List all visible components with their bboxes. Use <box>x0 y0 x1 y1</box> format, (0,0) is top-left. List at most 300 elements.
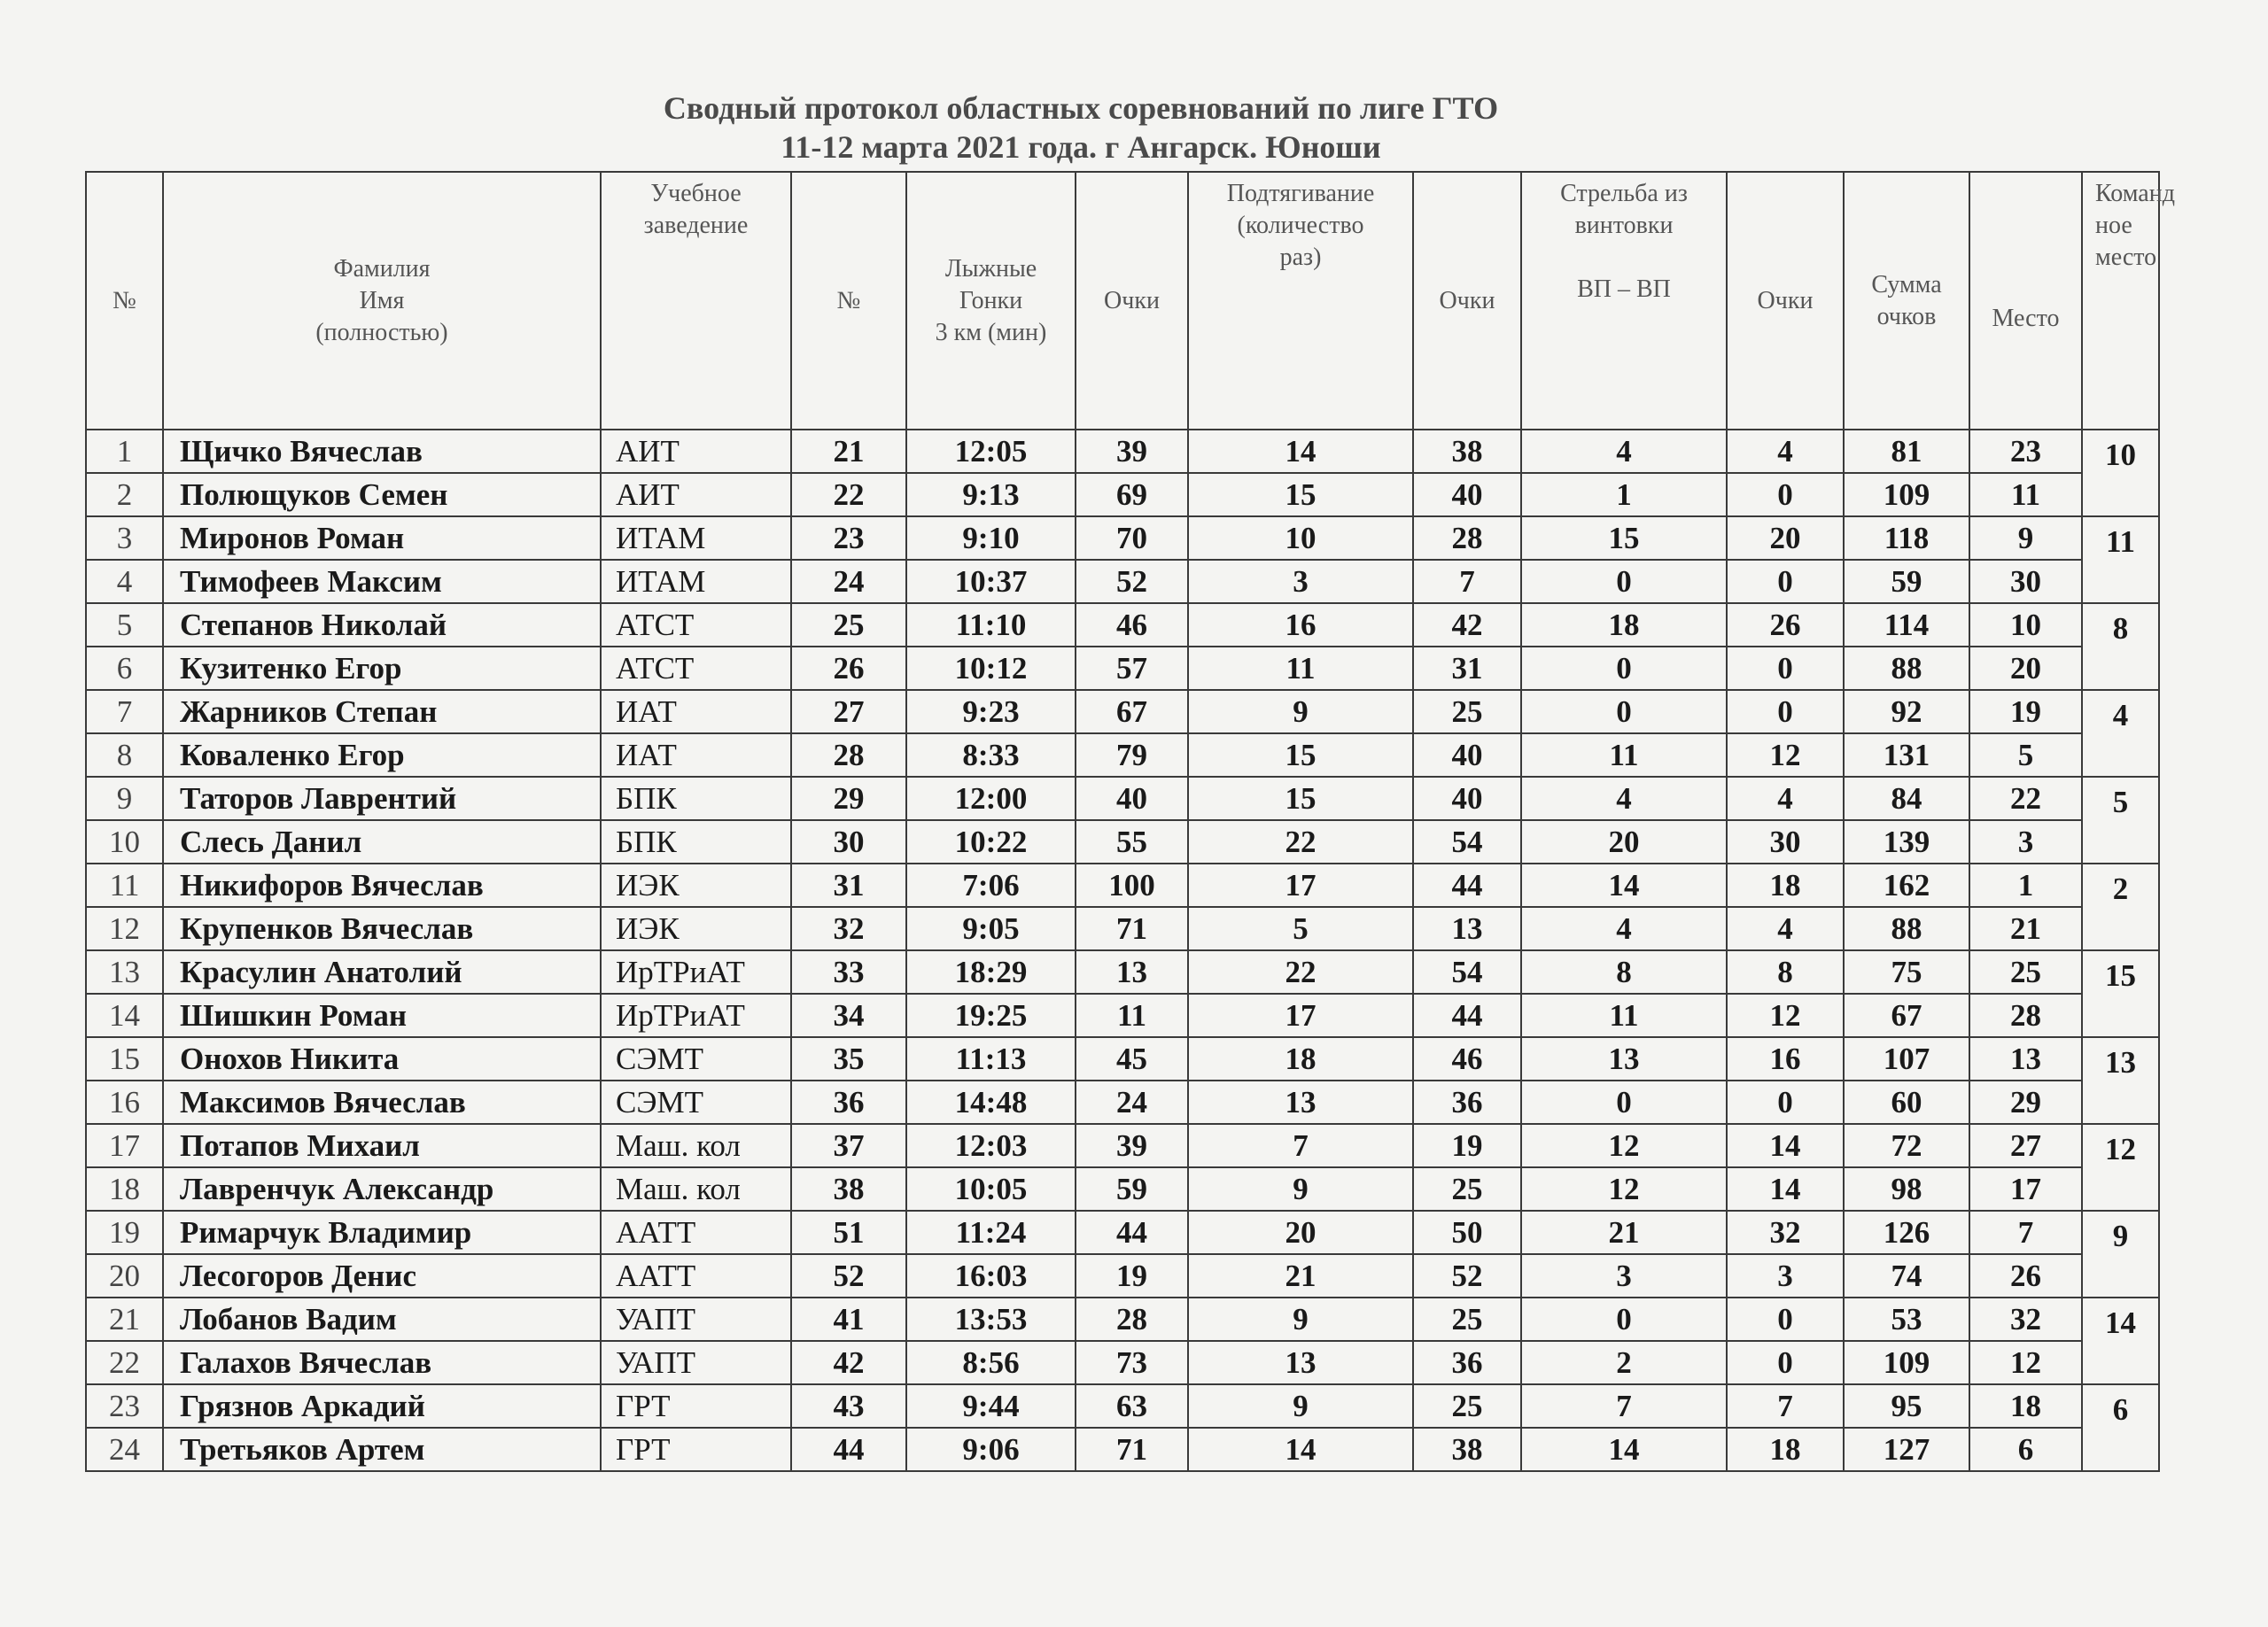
place-cell: 30 <box>1969 560 2082 603</box>
shooting-points-cell: 26 <box>1727 603 1844 647</box>
shooting-score-cell: 8 <box>1521 950 1727 994</box>
ski-time-cell: 16:03 <box>906 1254 1076 1298</box>
shooting-points-cell: 0 <box>1727 560 1844 603</box>
bib-number-cell: 32 <box>791 907 906 950</box>
institution-cell: ГРТ <box>601 1384 791 1428</box>
row-number-cell: 12 <box>86 907 163 950</box>
pullups-points-cell: 40 <box>1413 777 1521 820</box>
shooting-score-cell: 0 <box>1521 690 1727 733</box>
points-sum-cell: 60 <box>1844 1081 1969 1124</box>
shooting-score-cell: 2 <box>1521 1341 1727 1384</box>
athlete-name-cell: Лавренчук Александр <box>163 1167 601 1211</box>
place-cell: 28 <box>1969 994 2082 1037</box>
institution-cell: ИАТ <box>601 690 791 733</box>
row-number-cell: 20 <box>86 1254 163 1298</box>
table-row <box>86 1124 2159 1167</box>
ski-time-cell: 12:00 <box>906 777 1076 820</box>
points-sum-cell: 88 <box>1844 907 1969 950</box>
team-place-cell: 9 <box>2082 1211 2159 1298</box>
place-cell: 27 <box>1969 1124 2082 1167</box>
shooting-points-cell: 18 <box>1727 864 1844 907</box>
place-cell: 13 <box>1969 1037 2082 1081</box>
team-place-cell: 14 <box>2082 1298 2159 1384</box>
institution-cell: ААТТ <box>601 1211 791 1254</box>
institution-cell: ИЭК <box>601 907 791 950</box>
ski-points-cell: 39 <box>1076 430 1188 473</box>
shooting-score-cell: 0 <box>1521 1298 1727 1341</box>
shooting-points-cell: 16 <box>1727 1037 1844 1081</box>
institution-cell: ИЭК <box>601 864 791 907</box>
points-sum-cell: 114 <box>1844 603 1969 647</box>
table-row <box>86 1341 2159 1384</box>
bib-number-cell: 41 <box>791 1298 906 1341</box>
col-sum-header: Сумма очков <box>1844 172 1969 430</box>
points-sum-cell: 53 <box>1844 1298 1969 1341</box>
results-table <box>85 171 2175 1472</box>
row-number-cell: 23 <box>86 1384 163 1428</box>
ski-points-cell: 73 <box>1076 1341 1188 1384</box>
ski-points-cell: 69 <box>1076 473 1188 516</box>
row-number-cell: 11 <box>86 864 163 907</box>
shooting-score-cell: 0 <box>1521 1081 1727 1124</box>
shooting-points-cell: 18 <box>1727 1428 1844 1471</box>
document-subtitle: 11-12 марта 2021 года. г Ангарск. Юноши <box>781 129 1381 165</box>
shooting-score-cell: 3 <box>1521 1254 1727 1298</box>
athlete-name-cell: Лесогоров Денис <box>163 1254 601 1298</box>
athlete-name-cell: Шишкин Роман <box>163 994 601 1037</box>
pullups-points-cell: 36 <box>1413 1081 1521 1124</box>
row-number-cell: 1 <box>86 430 163 473</box>
ski-time-cell: 11:24 <box>906 1211 1076 1254</box>
shooting-score-cell: 1 <box>1521 473 1727 516</box>
col-name-header: Фамилия Имя (полностью) <box>163 172 601 430</box>
table-row <box>86 690 2159 733</box>
row-number-cell: 10 <box>86 820 163 864</box>
row-number-cell: 7 <box>86 690 163 733</box>
pullups-count-cell: 7 <box>1188 1124 1413 1167</box>
bib-number-cell: 27 <box>791 690 906 733</box>
shooting-points-cell: 0 <box>1727 1341 1844 1384</box>
points-sum-cell: 126 <box>1844 1211 1969 1254</box>
ski-time-cell: 9:44 <box>906 1384 1076 1428</box>
ski-time-cell: 10:05 <box>906 1167 1076 1211</box>
athlete-name-cell: Жарников Степан <box>163 690 601 733</box>
points-sum-cell: 162 <box>1844 864 1969 907</box>
shooting-points-cell: 20 <box>1727 516 1844 560</box>
place-cell: 32 <box>1969 1298 2082 1341</box>
shooting-score-cell: 0 <box>1521 560 1727 603</box>
col-team-place-header: Команд ное место <box>2082 172 2159 430</box>
points-sum-cell: 109 <box>1844 473 1969 516</box>
pullups-points-cell: 54 <box>1413 950 1521 994</box>
points-sum-cell: 72 <box>1844 1124 1969 1167</box>
shooting-points-cell: 12 <box>1727 733 1844 777</box>
bib-number-cell: 37 <box>791 1124 906 1167</box>
institution-cell: ИТАМ <box>601 560 791 603</box>
row-number-cell: 15 <box>86 1037 163 1081</box>
place-cell: 19 <box>1969 690 2082 733</box>
shooting-score-cell: 20 <box>1521 820 1727 864</box>
table-row <box>86 1298 2159 1341</box>
points-sum-cell: 107 <box>1844 1037 1969 1081</box>
institution-cell: БПК <box>601 820 791 864</box>
shooting-score-cell: 4 <box>1521 430 1727 473</box>
table-row <box>86 994 2159 1037</box>
team-place-cell: 4 <box>2082 690 2159 777</box>
pullups-points-cell: 36 <box>1413 1341 1521 1384</box>
ski-points-cell: 28 <box>1076 1298 1188 1341</box>
bib-number-cell: 33 <box>791 950 906 994</box>
row-number-cell: 22 <box>86 1341 163 1384</box>
ski-time-cell: 9:05 <box>906 907 1076 950</box>
pullups-points-cell: 52 <box>1413 1254 1521 1298</box>
shooting-points-cell: 4 <box>1727 430 1844 473</box>
pullups-count-cell: 14 <box>1188 1428 1413 1471</box>
row-number-cell: 2 <box>86 473 163 516</box>
row-number-cell: 3 <box>86 516 163 560</box>
points-sum-cell: 84 <box>1844 777 1969 820</box>
points-sum-cell: 81 <box>1844 430 1969 473</box>
shooting-points-cell: 14 <box>1727 1124 1844 1167</box>
row-number-cell: 21 <box>86 1298 163 1341</box>
pullups-count-cell: 9 <box>1188 1298 1413 1341</box>
row-number-cell: 19 <box>86 1211 163 1254</box>
ski-time-cell: 18:29 <box>906 950 1076 994</box>
table-row <box>86 1254 2159 1298</box>
table-row <box>86 733 2159 777</box>
ski-points-cell: 46 <box>1076 603 1188 647</box>
team-place-cell: 10 <box>2082 430 2159 516</box>
pullups-points-cell: 42 <box>1413 603 1521 647</box>
shooting-score-cell: 14 <box>1521 1428 1727 1471</box>
bib-number-cell: 31 <box>791 864 906 907</box>
table-row <box>86 560 2159 603</box>
pullups-points-cell: 44 <box>1413 994 1521 1037</box>
pullups-points-cell: 25 <box>1413 1167 1521 1211</box>
athlete-name-cell: Римарчук Владимир <box>163 1211 601 1254</box>
shooting-points-cell: 4 <box>1727 907 1844 950</box>
pullups-points-cell: 40 <box>1413 733 1521 777</box>
pullups-count-cell: 22 <box>1188 950 1413 994</box>
table-row <box>86 820 2159 864</box>
pullups-points-cell: 25 <box>1413 690 1521 733</box>
shooting-points-cell: 12 <box>1727 994 1844 1037</box>
institution-cell: СЭМТ <box>601 1037 791 1081</box>
ski-points-cell: 67 <box>1076 690 1188 733</box>
pullups-points-cell: 38 <box>1413 1428 1521 1471</box>
row-number-cell: 9 <box>86 777 163 820</box>
points-sum-cell: 92 <box>1844 690 1969 733</box>
bib-number-cell: 25 <box>791 603 906 647</box>
ski-points-cell: 24 <box>1076 1081 1188 1124</box>
row-number-cell: 17 <box>86 1124 163 1167</box>
bib-number-cell: 30 <box>791 820 906 864</box>
institution-cell: ААТТ <box>601 1254 791 1298</box>
athlete-name-cell: Онохов Никита <box>163 1037 601 1081</box>
ski-points-cell: 52 <box>1076 560 1188 603</box>
shooting-score-cell: 12 <box>1521 1124 1727 1167</box>
table-row <box>86 950 2159 994</box>
shooting-points-cell: 3 <box>1727 1254 1844 1298</box>
ski-time-cell: 11:13 <box>906 1037 1076 1081</box>
col-place-header: Место <box>1969 172 2082 430</box>
pullups-count-cell: 14 <box>1188 430 1413 473</box>
bib-number-cell: 29 <box>791 777 906 820</box>
pullups-count-cell: 17 <box>1188 864 1413 907</box>
place-cell: 3 <box>1969 820 2082 864</box>
pullups-count-cell: 13 <box>1188 1081 1413 1124</box>
shooting-score-cell: 11 <box>1521 994 1727 1037</box>
athlete-name-cell: Коваленко Егор <box>163 733 601 777</box>
row-number-cell: 16 <box>86 1081 163 1124</box>
athlete-name-cell: Галахов Вячеслав <box>163 1341 601 1384</box>
shooting-score-cell: 21 <box>1521 1211 1727 1254</box>
pullups-count-cell: 15 <box>1188 473 1413 516</box>
pullups-count-cell: 20 <box>1188 1211 1413 1254</box>
document-title: Сводный протокол областных соревнований по лиге ГТО <box>663 90 1499 126</box>
team-place-cell: 6 <box>2082 1384 2159 1471</box>
shooting-score-cell: 0 <box>1521 647 1727 690</box>
table-row <box>86 516 2159 560</box>
pullups-count-cell: 13 <box>1188 1341 1413 1384</box>
pullups-count-cell: 5 <box>1188 907 1413 950</box>
ski-time-cell: 9:10 <box>906 516 1076 560</box>
ski-points-cell: 63 <box>1076 1384 1188 1428</box>
ski-points-cell: 45 <box>1076 1037 1188 1081</box>
results-body <box>86 430 2159 1471</box>
bib-number-cell: 34 <box>791 994 906 1037</box>
pullups-count-cell: 18 <box>1188 1037 1413 1081</box>
row-number-cell: 6 <box>86 647 163 690</box>
place-cell: 20 <box>1969 647 2082 690</box>
team-place-cell: 15 <box>2082 950 2159 1037</box>
table-row <box>86 1037 2159 1081</box>
ski-time-cell: 10:12 <box>906 647 1076 690</box>
place-cell: 22 <box>1969 777 2082 820</box>
place-cell: 23 <box>1969 430 2082 473</box>
col-ski-header: Лыжные Гонки 3 км (мин) <box>906 172 1076 430</box>
athlete-name-cell: Потапов Михаил <box>163 1124 601 1167</box>
place-cell: 21 <box>1969 907 2082 950</box>
col-bib-header: № <box>791 172 906 430</box>
bib-number-cell: 42 <box>791 1341 906 1384</box>
team-place-cell: 11 <box>2082 516 2159 603</box>
pullups-points-cell: 40 <box>1413 473 1521 516</box>
shooting-points-cell: 0 <box>1727 1298 1844 1341</box>
pullups-count-cell: 15 <box>1188 733 1413 777</box>
ski-time-cell: 10:22 <box>906 820 1076 864</box>
bib-number-cell: 43 <box>791 1384 906 1428</box>
points-sum-cell: 127 <box>1844 1428 1969 1471</box>
shooting-points-cell: 0 <box>1727 647 1844 690</box>
ski-time-cell: 9:23 <box>906 690 1076 733</box>
ski-time-cell: 13:53 <box>906 1298 1076 1341</box>
col-pullups-header: Подтягивание (количество раз) <box>1188 172 1413 430</box>
place-cell: 18 <box>1969 1384 2082 1428</box>
institution-cell: СЭМТ <box>601 1081 791 1124</box>
bib-number-cell: 23 <box>791 516 906 560</box>
shooting-score-cell: 4 <box>1521 777 1727 820</box>
points-sum-cell: 74 <box>1844 1254 1969 1298</box>
points-sum-cell: 98 <box>1844 1167 1969 1211</box>
shooting-points-cell: 0 <box>1727 690 1844 733</box>
team-place-cell: 2 <box>2082 864 2159 950</box>
athlete-name-cell: Крупенков Вячеслав <box>163 907 601 950</box>
athlete-name-cell: Щичко Вячеслав <box>163 430 601 473</box>
ski-time-cell: 11:10 <box>906 603 1076 647</box>
header-row <box>86 172 2159 430</box>
ski-points-cell: 79 <box>1076 733 1188 777</box>
shooting-score-cell: 12 <box>1521 1167 1727 1211</box>
table-row <box>86 1167 2159 1211</box>
shooting-score-cell: 15 <box>1521 516 1727 560</box>
athlete-name-cell: Никифоров Вячеслав <box>163 864 601 907</box>
col-number-header: № <box>86 172 163 430</box>
row-number-cell: 8 <box>86 733 163 777</box>
pullups-points-cell: 13 <box>1413 907 1521 950</box>
institution-cell: Маш. кол <box>601 1124 791 1167</box>
table-row <box>86 603 2159 647</box>
athlete-name-cell: Полющуков Семен <box>163 473 601 516</box>
institution-cell: ИрТРиАТ <box>601 994 791 1037</box>
pullups-count-cell: 21 <box>1188 1254 1413 1298</box>
athlete-name-cell: Лобанов Вадим <box>163 1298 601 1341</box>
ski-points-cell: 71 <box>1076 907 1188 950</box>
pullups-count-cell: 22 <box>1188 820 1413 864</box>
institution-cell: АИТ <box>601 473 791 516</box>
pullups-points-cell: 25 <box>1413 1298 1521 1341</box>
table-row <box>86 864 2159 907</box>
institution-cell: УАПТ <box>601 1298 791 1341</box>
bib-number-cell: 28 <box>791 733 906 777</box>
pullups-count-cell: 11 <box>1188 647 1413 690</box>
table-row <box>86 1384 2159 1428</box>
team-place-cell: 5 <box>2082 777 2159 864</box>
ski-points-cell: 40 <box>1076 777 1188 820</box>
ski-points-cell: 44 <box>1076 1211 1188 1254</box>
pullups-points-cell: 31 <box>1413 647 1521 690</box>
institution-cell: ГРТ <box>601 1428 791 1471</box>
table-row <box>86 1081 2159 1124</box>
ski-points-cell: 13 <box>1076 950 1188 994</box>
pullups-points-cell: 28 <box>1413 516 1521 560</box>
ski-points-cell: 100 <box>1076 864 1188 907</box>
points-sum-cell: 118 <box>1844 516 1969 560</box>
place-cell: 7 <box>1969 1211 2082 1254</box>
ski-time-cell: 12:05 <box>906 430 1076 473</box>
pullups-count-cell: 9 <box>1188 690 1413 733</box>
ski-time-cell: 8:33 <box>906 733 1076 777</box>
pullups-count-cell: 3 <box>1188 560 1413 603</box>
athlete-name-cell: Красулин Анатолий <box>163 950 601 994</box>
ski-time-cell: 7:06 <box>906 864 1076 907</box>
bib-number-cell: 24 <box>791 560 906 603</box>
pullups-count-cell: 15 <box>1188 777 1413 820</box>
points-sum-cell: 139 <box>1844 820 1969 864</box>
place-cell: 17 <box>1969 1167 2082 1211</box>
pullups-points-cell: 46 <box>1413 1037 1521 1081</box>
row-number-cell: 5 <box>86 603 163 647</box>
athlete-name-cell: Слесь Данил <box>163 820 601 864</box>
row-number-cell: 13 <box>86 950 163 994</box>
team-place-cell: 12 <box>2082 1124 2159 1211</box>
athlete-name-cell: Третьяков Артем <box>163 1428 601 1471</box>
ski-points-cell: 57 <box>1076 647 1188 690</box>
col-shooting-header: Стрельба из винтовки ВП – ВП <box>1521 172 1727 430</box>
place-cell: 29 <box>1969 1081 2082 1124</box>
institution-cell: ИАТ <box>601 733 791 777</box>
ski-time-cell: 12:03 <box>906 1124 1076 1167</box>
pullups-points-cell: 50 <box>1413 1211 1521 1254</box>
ski-time-cell: 19:25 <box>906 994 1076 1037</box>
shooting-points-cell: 0 <box>1727 473 1844 516</box>
col-ski-points-header: Очки <box>1076 172 1188 430</box>
ski-points-cell: 11 <box>1076 994 1188 1037</box>
shooting-score-cell: 4 <box>1521 907 1727 950</box>
shooting-score-cell: 18 <box>1521 603 1727 647</box>
bib-number-cell: 38 <box>791 1167 906 1211</box>
bib-number-cell: 52 <box>791 1254 906 1298</box>
bib-number-cell: 44 <box>791 1428 906 1471</box>
shooting-score-cell: 13 <box>1521 1037 1727 1081</box>
place-cell: 1 <box>1969 864 2082 907</box>
points-sum-cell: 131 <box>1844 733 1969 777</box>
pullups-points-cell: 38 <box>1413 430 1521 473</box>
ski-time-cell: 9:13 <box>906 473 1076 516</box>
points-sum-cell: 95 <box>1844 1384 1969 1428</box>
table-row <box>86 430 2159 473</box>
table-row <box>86 777 2159 820</box>
points-sum-cell: 75 <box>1844 950 1969 994</box>
bib-number-cell: 26 <box>791 647 906 690</box>
shooting-score-cell: 14 <box>1521 864 1727 907</box>
shooting-score-cell: 11 <box>1521 733 1727 777</box>
bib-number-cell: 35 <box>791 1037 906 1081</box>
place-cell: 11 <box>1969 473 2082 516</box>
place-cell: 25 <box>1969 950 2082 994</box>
institution-cell: Маш. кол <box>601 1167 791 1211</box>
place-cell: 12 <box>1969 1341 2082 1384</box>
institution-cell: УАПТ <box>601 1341 791 1384</box>
pullups-count-cell: 16 <box>1188 603 1413 647</box>
pullups-points-cell: 44 <box>1413 864 1521 907</box>
pullups-count-cell: 17 <box>1188 994 1413 1037</box>
bib-number-cell: 51 <box>791 1211 906 1254</box>
shooting-points-cell: 30 <box>1727 820 1844 864</box>
ski-time-cell: 14:48 <box>906 1081 1076 1124</box>
institution-cell: АИТ <box>601 430 791 473</box>
pullups-points-cell: 7 <box>1413 560 1521 603</box>
athlete-name-cell: Максимов Вячеслав <box>163 1081 601 1124</box>
ski-points-cell: 19 <box>1076 1254 1188 1298</box>
institution-cell: АТСТ <box>601 603 791 647</box>
athlete-name-cell: Тимофеев Максим <box>163 560 601 603</box>
points-sum-cell: 67 <box>1844 994 1969 1037</box>
row-number-cell: 4 <box>86 560 163 603</box>
ski-time-cell: 9:06 <box>906 1428 1076 1471</box>
row-number-cell: 18 <box>86 1167 163 1211</box>
athlete-name-cell: Таторов Лаврентий <box>163 777 601 820</box>
row-number-cell: 24 <box>86 1428 163 1471</box>
table-row <box>86 1428 2159 1471</box>
shooting-points-cell: 8 <box>1727 950 1844 994</box>
place-cell: 26 <box>1969 1254 2082 1298</box>
pullups-points-cell: 25 <box>1413 1384 1521 1428</box>
place-cell: 9 <box>1969 516 2082 560</box>
bib-number-cell: 21 <box>791 430 906 473</box>
athlete-name-cell: Кузитенко Егор <box>163 647 601 690</box>
bib-number-cell: 22 <box>791 473 906 516</box>
